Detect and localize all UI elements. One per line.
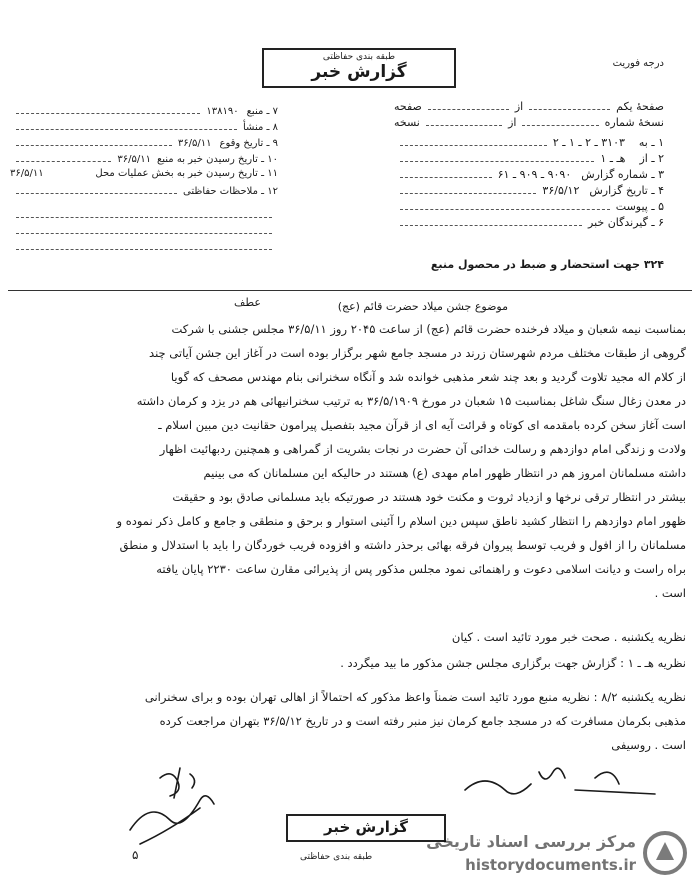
field-row xyxy=(394,184,664,200)
body-line: داشته مسلمانان امروز هم در انتظار ظهور امام مهدی (ع) هستند در حالیکه این مسلمانان که می بینیم xyxy=(203,466,686,480)
field-label: ۳ ـ شماره گزارش xyxy=(581,168,664,181)
field-mid: از xyxy=(508,116,517,129)
body-line: ولادت و زندگی امام دوازدهم و رسالت خدائی آن حضرت در نجات بشریت از گمراهی و همچنین ردبهائیت اظهار xyxy=(159,442,686,456)
field-row xyxy=(10,120,278,136)
field-value: ۹۰۹۰ ـ ۹۰۹ ـ ۶۱ xyxy=(497,168,572,181)
field-row xyxy=(394,168,664,184)
bottom-stamp-subtitle: طبقه بندی حفاظتی xyxy=(300,852,373,862)
field-row xyxy=(10,184,278,200)
subject-line: موضوع جشن میلاد حضرت قائم (عج) xyxy=(337,300,508,313)
field-row xyxy=(394,200,664,216)
opinion-line: است . روسیفی xyxy=(611,738,686,752)
blank-row xyxy=(10,208,278,224)
stamp-title: گزارش خبر xyxy=(311,62,407,82)
field-value: ۳۱۰۳ ـ ۲ ـ ۱ ـ ۲ xyxy=(552,136,625,149)
archive-watermark xyxy=(418,828,688,880)
blank-row xyxy=(10,240,278,256)
field-label: ۱۲ ـ ملاحظات حفاظتی xyxy=(183,186,278,197)
field-row xyxy=(10,168,278,184)
opinion-line: مذهبی بکرمان مسافرت که در مسجد جامع کرمان نیز منبر رفته است و در تاریخ ۳۶/۵/۱۲ بتهران مراجعت کرده xyxy=(159,714,686,728)
body-line: بمناسبت نیمه شعبان و میلاد فرخنده حضرت قائم (عج) از ساعت ۲۰۴۵ روز ۳۶/۵/۱۱ مجلس جشنی با شرکت xyxy=(171,322,686,336)
right-fields xyxy=(394,100,664,232)
field-label: ۱۱ ـ تاریخ رسیدن خبر به بخش عملیات محل xyxy=(95,168,278,179)
field-row xyxy=(394,116,664,132)
left-fields xyxy=(10,104,278,256)
urgency-label: درجه فوریت xyxy=(612,58,664,69)
field-row xyxy=(394,216,664,232)
body-line: از کلام اله مجید تلاوت گردید و بعد چند شعر مذهبی خوانده شد و آنگاه سخنرانی بنام مهندس مصحف که گویا xyxy=(170,370,686,384)
body-line: براه راست و دیانت اسلامی دعوت و راهنمائی نمود مجلس مذکور پس از پذیرائی مقارن ساعت ۲۲۳۰ پایان یافته xyxy=(156,562,686,576)
body-line: مسلمانان را از افول و فریب توسط پیروان فرقه بهائی برحذر داشته و افزوده فریب خوردگان را باید با استدلال و منطق xyxy=(119,538,686,552)
routing-note: ۳۲۴ جهت استحضار و ضبط در محصول منبع xyxy=(430,258,664,271)
field-end: نسخه xyxy=(394,116,420,129)
field-label: ۶ ـ گیرندگان خبر xyxy=(588,216,664,229)
field-value: ۳۶/۵/۱۱ xyxy=(177,138,212,149)
field-label: نسخهٔ شماره xyxy=(604,116,664,129)
field-label: ۴ ـ تاریخ گزارش xyxy=(589,184,664,197)
field-value: ۱۳۸۱۹۰ xyxy=(206,106,239,117)
field-label: ۵ ـ پیوست xyxy=(615,200,664,213)
field-value: ۳۶/۵/۱۱ xyxy=(117,154,151,165)
body-line: بیشتر در انتظار ترقی نرخها و ازدیاد ثروت و مکنت خود هستند در صورتیکه باید مسلمانی صادق بود و حقیقت xyxy=(172,490,686,504)
field-row xyxy=(394,100,664,116)
field-mid: از xyxy=(514,100,524,113)
body-line: است . xyxy=(654,586,686,600)
right-signature xyxy=(455,760,675,830)
field-value: ۳۶/۵/۱۱ xyxy=(10,168,44,179)
field-label: ۷ ـ منبع xyxy=(246,106,278,117)
opinion-line: نظریه هـ ـ ۱ : گزارش جهت برگزاری مجلس جشن مذکور ما بید میگردد . xyxy=(340,656,686,670)
field-row xyxy=(10,104,278,120)
field-row xyxy=(394,152,664,168)
field-label: ۹ ـ تاریخ وقوع xyxy=(219,138,278,149)
field-row xyxy=(10,136,278,152)
opinion-line: نظریه یکشنبه ۸/۲ : نظریه منبع مورد تائید است ضمناً واعظ مذکور که احتمالاً از اهالی تهران بوده و برای سخنرانی xyxy=(144,690,686,704)
field-label: ۱۰ ـ تاریخ رسیدن خبر به منبع xyxy=(156,154,278,165)
body-line: است آغاز سخن کرده بامقدمه ای کوتاه و قرائت آیه ای از قرآن مجید بتفصیل پیرامون حقانیت دین مبین اسلام ـ xyxy=(158,418,686,432)
field-value: هـ ـ ۱ xyxy=(600,152,626,165)
stamp-subtitle: طبقه بندی حفاظتی xyxy=(322,52,396,62)
field-value: ۳۶/۵/۱۲ xyxy=(542,184,580,197)
field-end: صفحه xyxy=(393,100,422,113)
body-line: ظهور امام دوازدهم را انتظار کشید ناطق سپس دین اسلام را آئینی استوار و برحق و منطقی و جامع و کامل ذکر نموده و xyxy=(116,514,686,528)
archive-logo-icon xyxy=(642,830,688,876)
body-line: در معدن زغال سنگ شاغل بمناسبت ۱۵ شعبان در مورخ ۳۶/۵/۱۹۰۹ به ترتیب سخنرانیهائی هم در یزد و کرمان داشته xyxy=(136,394,686,408)
stamp-title: گزارش خبر xyxy=(323,818,409,836)
left-signature xyxy=(120,760,230,860)
field-row xyxy=(394,136,664,152)
opinion-line: نظریه یکشنبه . صحت خبر مورد تائید است . کیان xyxy=(451,630,686,644)
action-mark: عطف xyxy=(234,296,261,309)
field-label: ۸ ـ منشأ xyxy=(242,122,278,133)
body-line: گروهی از طبقات مختلف مردم شهرستان زرند در مسجد جامع شهر برگزار بوده است در آغاز این جشن آیاتی چند xyxy=(149,346,686,360)
field-label: ۱ ـ به xyxy=(638,136,664,149)
header-divider xyxy=(8,290,692,291)
page-number: ۵ xyxy=(132,848,139,862)
field-label: صفحهٔ یکم xyxy=(616,100,664,113)
blank-row xyxy=(10,224,278,240)
top-report-stamp xyxy=(262,48,456,88)
field-label: ۲ ـ از xyxy=(639,152,664,165)
field-row xyxy=(10,152,278,168)
watermark-url: historydocuments.ir xyxy=(465,856,636,874)
watermark-title: مرکز بررسی اسناد تاریخی xyxy=(426,832,636,851)
